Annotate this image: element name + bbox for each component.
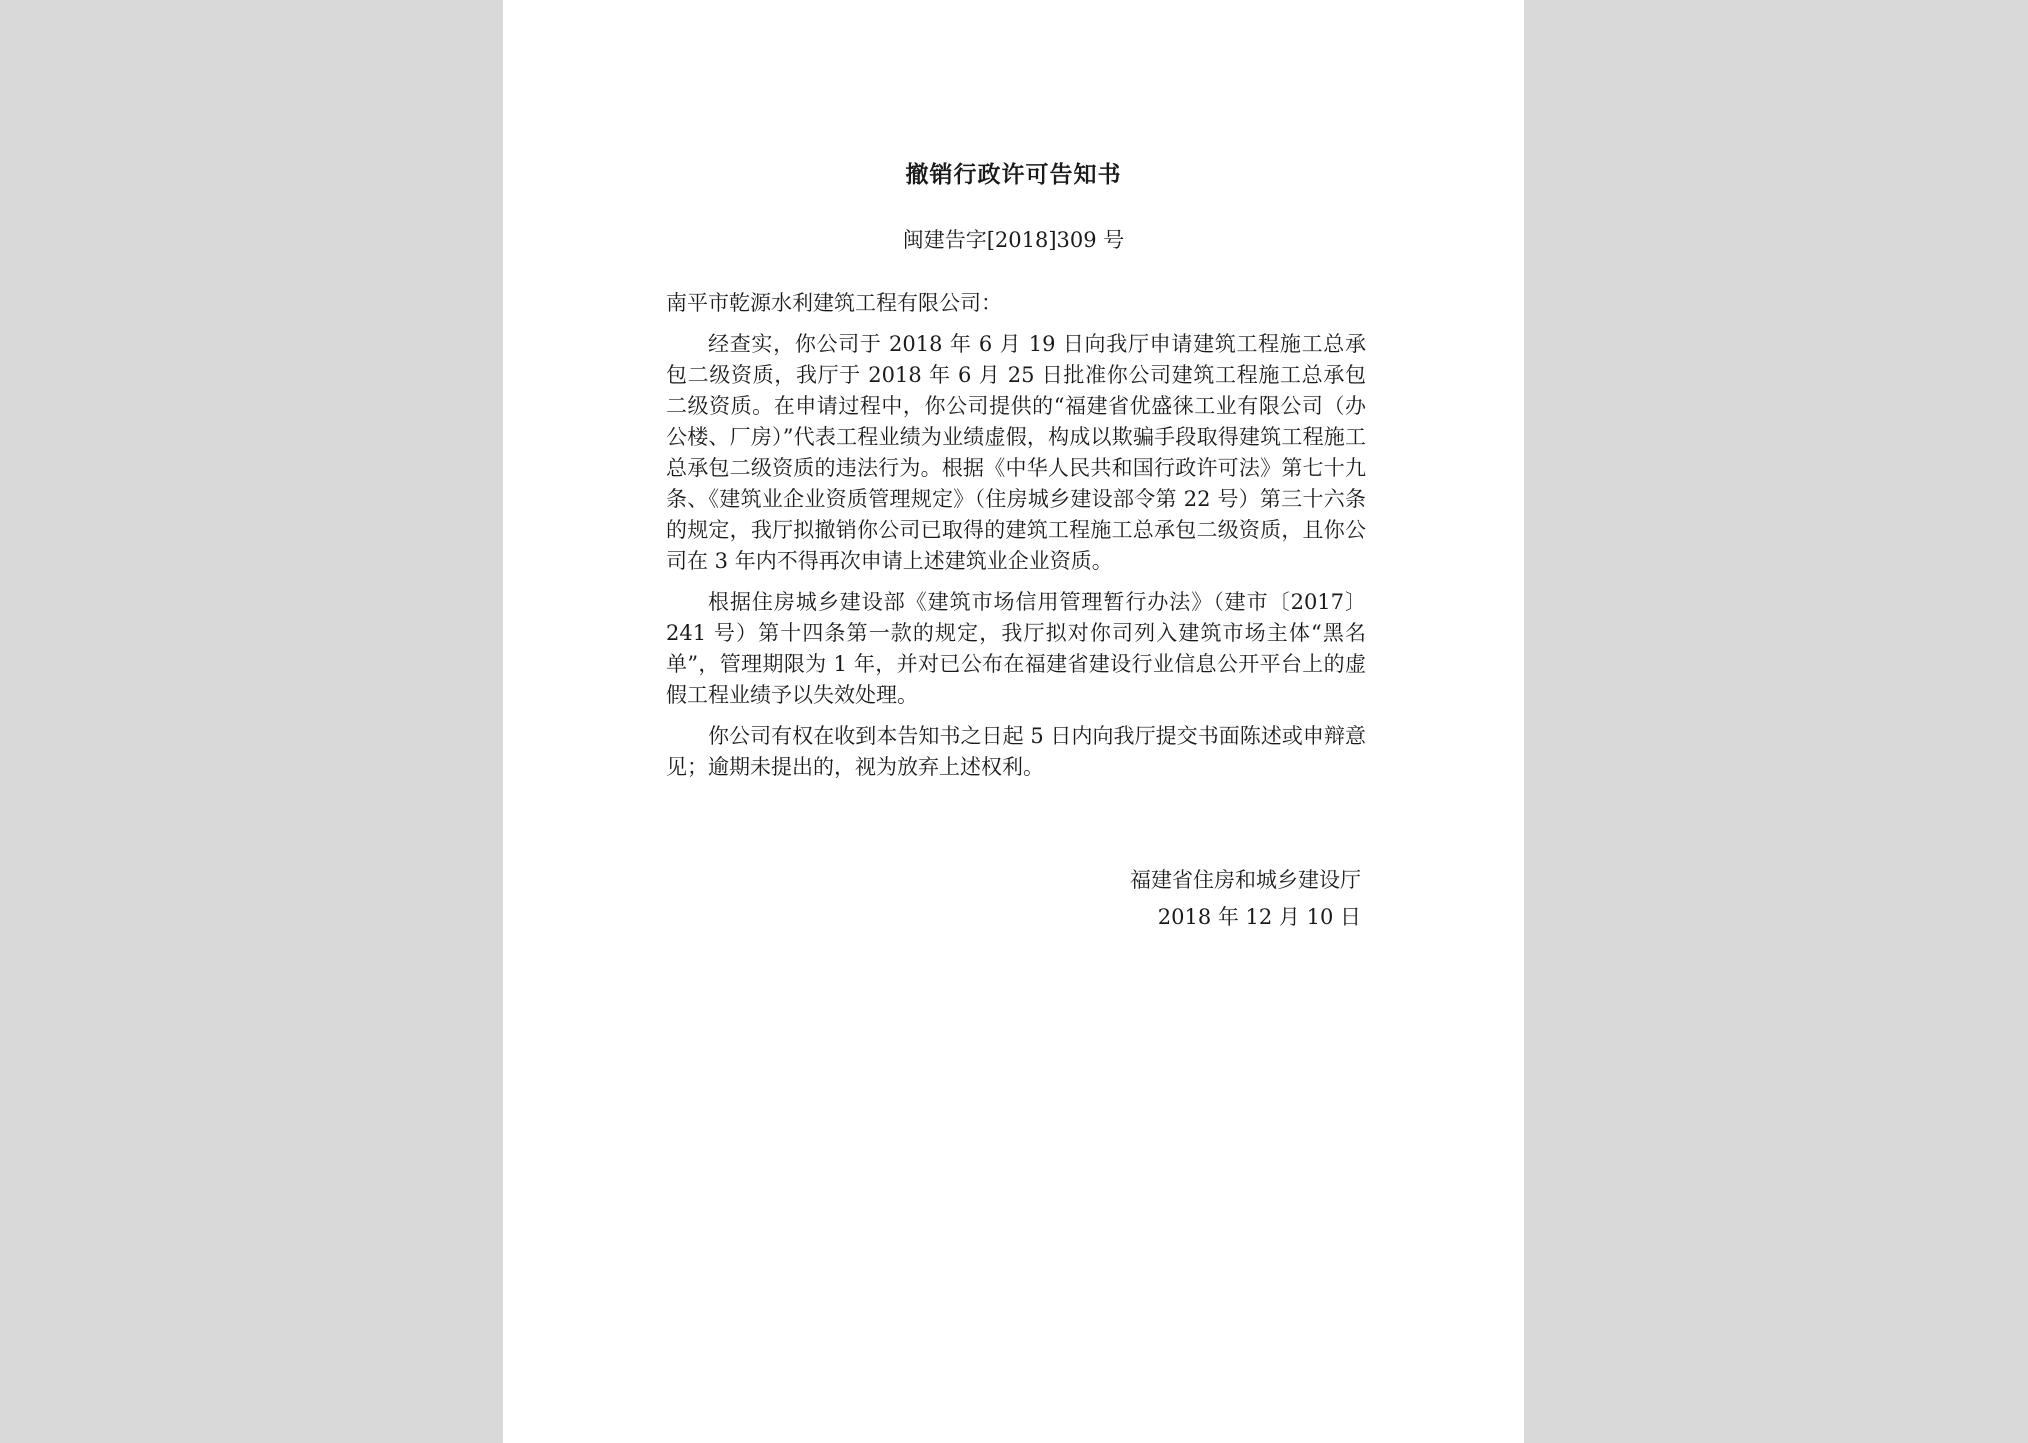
document-page	[503, 0, 1524, 1443]
paragraph-2: 根据住房城乡建设部《建筑市场信用管理暂行办法》（建市〔2017〕241 号）第十四条第一款的规定，我厅拟对你司列入建筑市场主体“黑名单”，管理期限为 1 年，并对已公布在福建省建设行业信息公开平台上的虚假工程业绩予以失效处理。	[666, 590, 1366, 707]
signature-block	[1130, 862, 1361, 936]
document-number: 闽建告字[2018]309 号	[902, 228, 1125, 252]
document-body	[666, 288, 1366, 793]
issuer: 福建省住房和城乡建设厅	[1130, 868, 1361, 892]
paragraph-1: 经查实，你公司于 2018 年 6 月 19 日向我厅申请建筑工程施工总承包二级资质，我厅于 2018 年 6 月 25 日批准你公司建筑工程施工总承包二级资质。在申请过程中，你公司提供的“福建省优盛徕工业有限公司（办公楼、厂房）”代表工程业绩为业绩虚假，构成以欺骗手段取得建筑工程施工总承包二级资质的违法行为。根据《中华人民共和国行政许可法》第七十九条、《建筑业企业资质管理规定》（住房城乡建设部令第 22 号）第三十六条的规定，我厅拟撤销你公司已取得的建筑工程施工总承包二级资质，且你公司在 3 年内不得再次申请上述建筑业企业资质。	[666, 332, 1366, 573]
issue-date: 2018 年 12 月 10 日	[1157, 905, 1361, 929]
paragraph-3: 你公司有权在收到本告知书之日起 5 日内向我厅提交书面陈述或申辩意见；逾期未提出的，视为放弃上述权利。	[666, 724, 1366, 779]
addressee: 南平市乾源水利建筑工程有限公司：	[666, 291, 1002, 315]
document-title: 撤销行政许可告知书	[905, 161, 1122, 188]
